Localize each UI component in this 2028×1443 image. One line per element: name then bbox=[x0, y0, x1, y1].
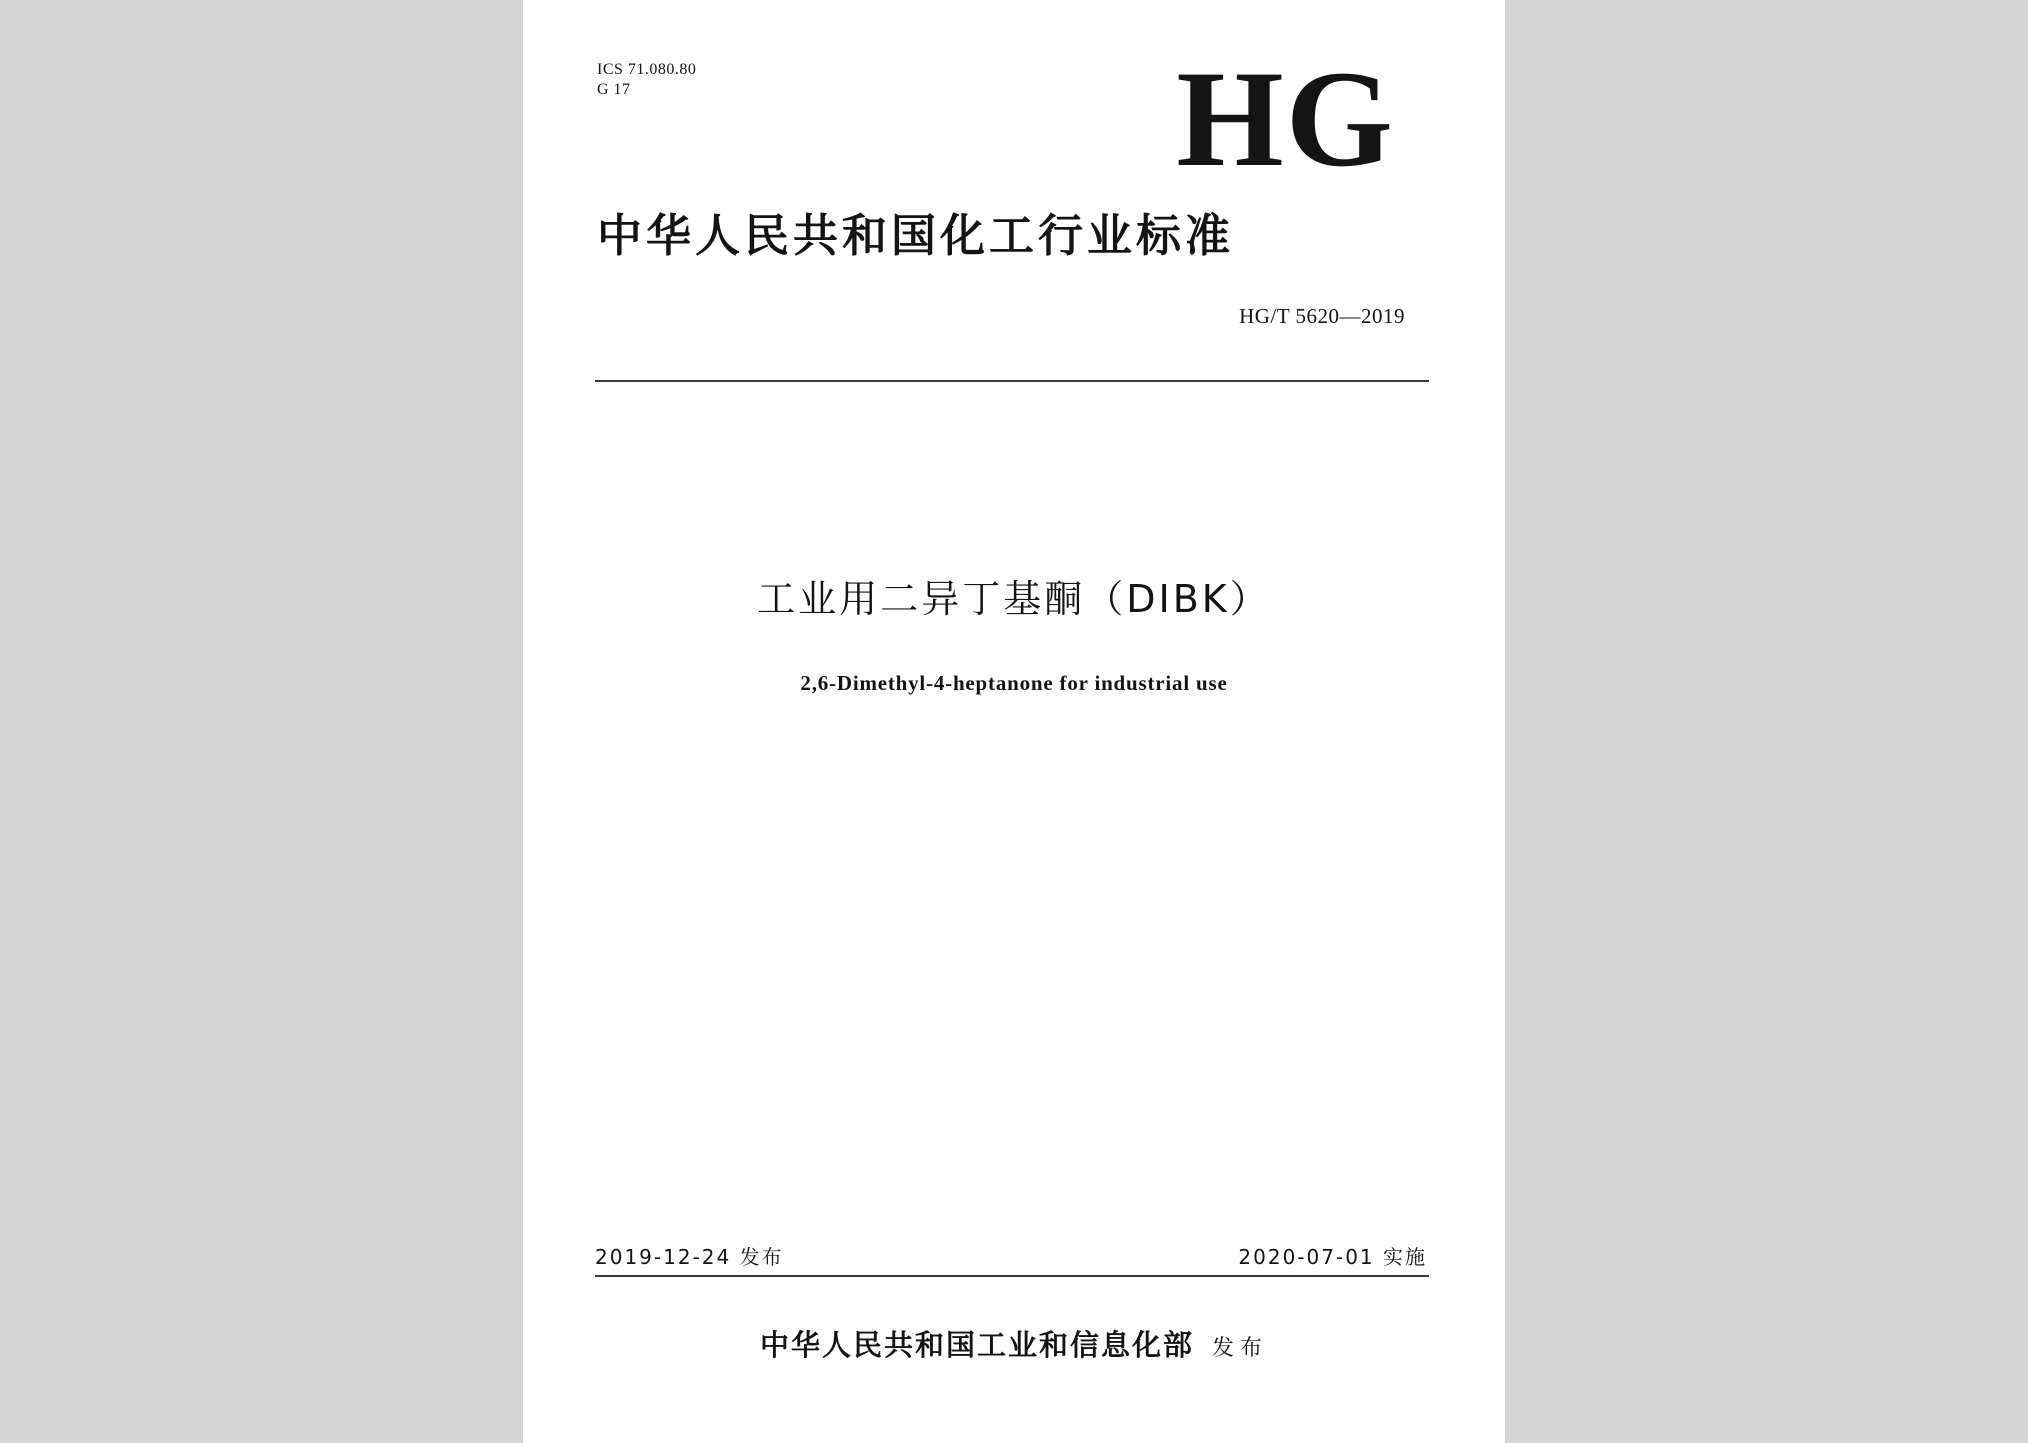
bottom-divider bbox=[595, 1275, 1429, 1277]
document-title-cn: 工业用二异丁基酮（DIBK） bbox=[757, 577, 1271, 621]
classification-codes bbox=[597, 60, 696, 100]
ics-code: ICS 71.080.80 bbox=[597, 61, 697, 78]
org-title: 中华人民共和国化工行业标准 bbox=[597, 209, 1235, 262]
publisher-line bbox=[523, 1323, 1505, 1364]
ccs-code: G 17 bbox=[597, 81, 631, 98]
issue-date: 2019-12-24 发布 bbox=[595, 1245, 784, 1269]
document-page bbox=[523, 0, 1505, 1443]
publisher-name: 中华人民共和国工业和信息化部 bbox=[759, 1328, 1194, 1362]
publisher-action: 发布 bbox=[1212, 1336, 1269, 1361]
top-divider bbox=[595, 380, 1429, 382]
standard-number: HG/T 5620—2019 bbox=[1239, 304, 1405, 328]
hg-logo: HG bbox=[1176, 42, 1395, 195]
effective-date: 2020-07-01 实施 bbox=[1238, 1245, 1427, 1269]
document-title-en: 2,6-Dimethyl-4-heptanone for industrial use bbox=[800, 671, 1228, 695]
